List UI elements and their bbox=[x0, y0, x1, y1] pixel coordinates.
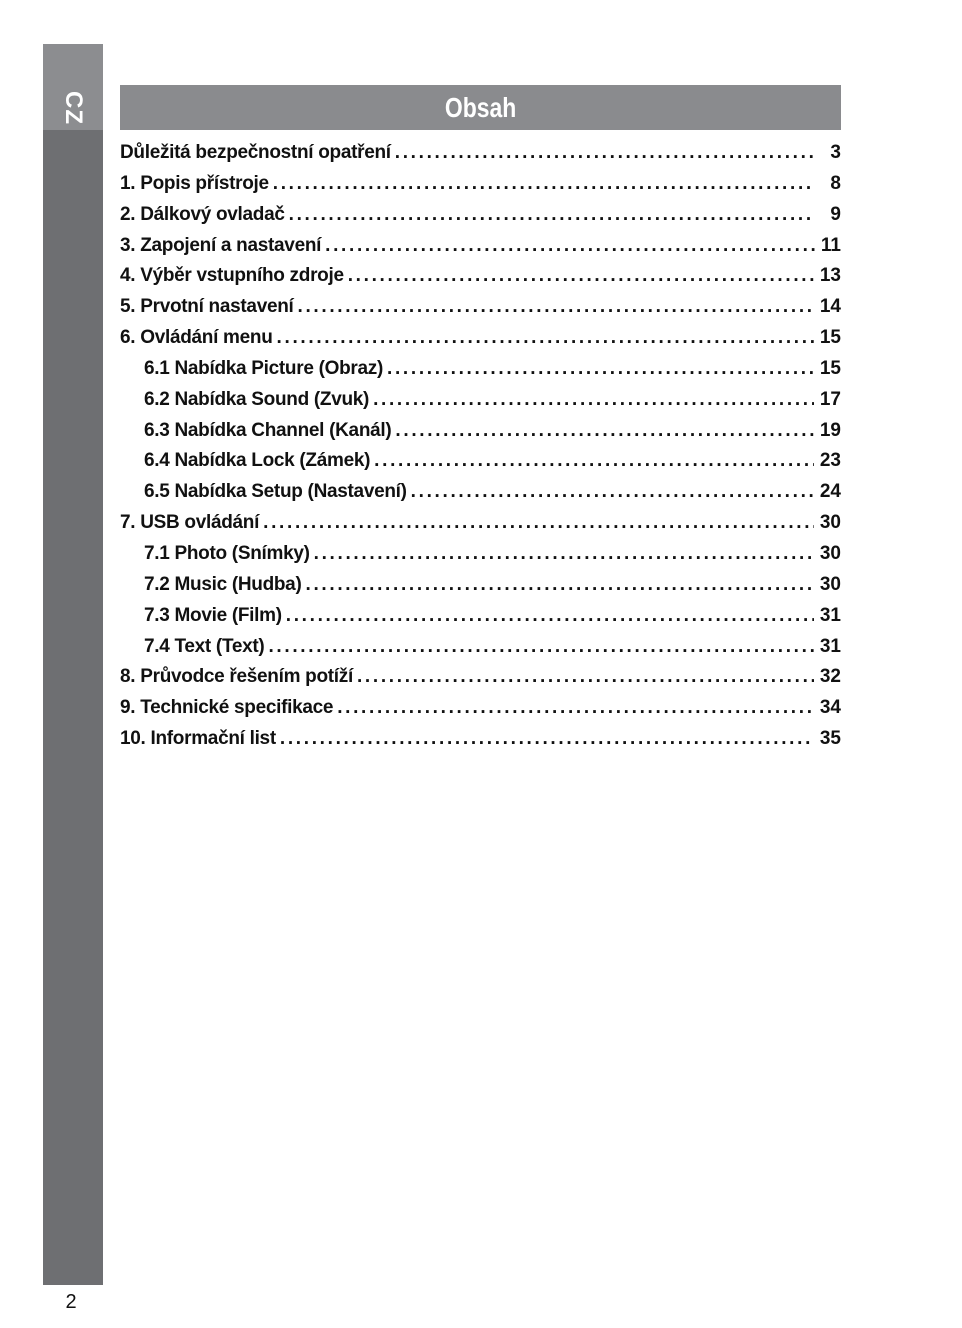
toc-entry[interactable] bbox=[120, 261, 841, 292]
toc-entry-label: 2. Dálkový ovladač bbox=[120, 203, 285, 225]
toc-dot-leader bbox=[337, 693, 814, 723]
toc-entry-page: 30 bbox=[819, 512, 841, 534]
toc-dot-leader bbox=[411, 477, 814, 507]
toc-entry-page: 11 bbox=[820, 234, 841, 256]
language-label: CZ bbox=[60, 91, 87, 125]
toc-entry-label: 10. Informační list bbox=[120, 728, 276, 750]
toc-entry-label: 6.2 Nabídka Sound (Zvuk) bbox=[144, 388, 370, 410]
toc-entry-page: 15 bbox=[819, 327, 841, 349]
toc-dot-leader bbox=[348, 261, 814, 291]
toc-entry-page: 17 bbox=[819, 388, 841, 410]
toc-entry-page: 31 bbox=[819, 635, 841, 657]
toc-entry[interactable] bbox=[120, 662, 841, 693]
page-number: 2 bbox=[65, 1291, 77, 1313]
toc-dot-leader bbox=[273, 169, 815, 199]
title-bar bbox=[120, 85, 841, 130]
toc-entry[interactable] bbox=[120, 323, 841, 354]
toc-entry[interactable] bbox=[120, 292, 841, 323]
toc-entry-label: 4. Výběr vstupního zdroje bbox=[120, 265, 344, 287]
toc-entry-label: 6.1 Nabídka Picture (Obraz) bbox=[144, 357, 383, 379]
toc-entry-label: 8. Průvodce řešením potíží bbox=[120, 666, 353, 688]
toc-dot-leader bbox=[286, 601, 814, 631]
toc-entry-label: 7. USB ovládání bbox=[120, 512, 260, 534]
toc-entry-label: 6.5 Nabídka Setup (Nastavení) bbox=[144, 481, 407, 503]
toc-dot-leader bbox=[289, 200, 815, 230]
toc-entry-label: 7.4 Text (Text) bbox=[144, 635, 265, 657]
toc-entry[interactable] bbox=[120, 693, 841, 724]
toc-entry[interactable] bbox=[120, 477, 841, 508]
toc-dot-leader bbox=[280, 724, 814, 754]
toc-entry-page: 24 bbox=[819, 481, 841, 503]
toc-dot-leader bbox=[374, 446, 814, 476]
page-title: Obsah bbox=[444, 91, 517, 123]
toc-entry-label: 1. Popis přístroje bbox=[120, 172, 269, 194]
toc-dot-leader bbox=[277, 323, 814, 353]
toc-entry[interactable] bbox=[120, 169, 841, 200]
toc-entry-page: 34 bbox=[819, 697, 841, 719]
toc-entry-page: 30 bbox=[819, 542, 841, 564]
toc-entry-page: 13 bbox=[819, 265, 841, 287]
toc-entry-label: 6.4 Nabídka Lock (Zámek) bbox=[144, 450, 371, 472]
toc-entry-page: 8 bbox=[830, 172, 841, 194]
toc-entry[interactable] bbox=[120, 200, 841, 231]
toc-entry[interactable] bbox=[120, 138, 841, 169]
toc-entry-label: 3. Zapojení a nastavení bbox=[120, 234, 322, 256]
toc-entry-label: 9. Technické specifikace bbox=[120, 697, 334, 719]
toc-dot-leader bbox=[298, 292, 814, 322]
toc-entry[interactable] bbox=[120, 385, 841, 416]
toc-entry-page: 3 bbox=[830, 142, 841, 163]
language-tab bbox=[43, 44, 103, 130]
toc-dot-leader bbox=[387, 354, 814, 384]
toc-entry[interactable] bbox=[120, 354, 841, 385]
table-of-contents bbox=[120, 138, 841, 755]
toc-dot-leader bbox=[325, 231, 815, 261]
toc-dot-leader bbox=[263, 508, 814, 538]
toc-entry-page: 30 bbox=[819, 573, 841, 595]
toc-entry-page: 15 bbox=[819, 357, 841, 379]
toc-entry-page: 14 bbox=[819, 296, 841, 318]
toc-entry-page: 32 bbox=[819, 666, 841, 688]
toc-entry-page: 31 bbox=[819, 604, 841, 626]
toc-dot-leader bbox=[357, 662, 814, 692]
toc-entry-label: 6.3 Nabídka Channel (Kanál) bbox=[144, 419, 392, 441]
toc-entry[interactable] bbox=[120, 601, 841, 632]
toc-dot-leader bbox=[314, 539, 814, 569]
toc-entry[interactable] bbox=[120, 231, 841, 262]
toc-entry-label: 6. Ovládání menu bbox=[120, 327, 273, 349]
toc-entry-page: 19 bbox=[819, 419, 841, 441]
toc-entry-page: 23 bbox=[819, 450, 841, 472]
toc-dot-leader bbox=[395, 416, 813, 446]
toc-entry-label: 7.2 Music (Hudba) bbox=[144, 573, 302, 595]
toc-entry[interactable] bbox=[120, 570, 841, 601]
toc-dot-leader bbox=[373, 385, 814, 415]
toc-entry[interactable] bbox=[120, 416, 841, 447]
toc-entry[interactable] bbox=[120, 508, 841, 539]
toc-entry-label: Důležitá bezpečnostní opatření bbox=[120, 142, 391, 163]
toc-entry-page: 9 bbox=[830, 203, 841, 225]
toc-entry[interactable] bbox=[120, 724, 841, 755]
toc-entry[interactable] bbox=[120, 446, 841, 477]
side-bar bbox=[43, 44, 103, 1313]
toc-entry-label: 5. Prvotní nastavení bbox=[120, 296, 294, 318]
toc-entry-label: 7.3 Movie (Film) bbox=[144, 604, 282, 626]
toc-dot-leader bbox=[268, 632, 813, 662]
toc-entry-page: 35 bbox=[819, 728, 841, 750]
toc-entry-label: 7.1 Photo (Snímky) bbox=[144, 542, 310, 564]
toc-entry[interactable] bbox=[120, 632, 841, 663]
toc-entry[interactable] bbox=[120, 539, 841, 570]
toc-dot-leader bbox=[305, 570, 813, 600]
toc-dot-leader bbox=[395, 138, 815, 168]
